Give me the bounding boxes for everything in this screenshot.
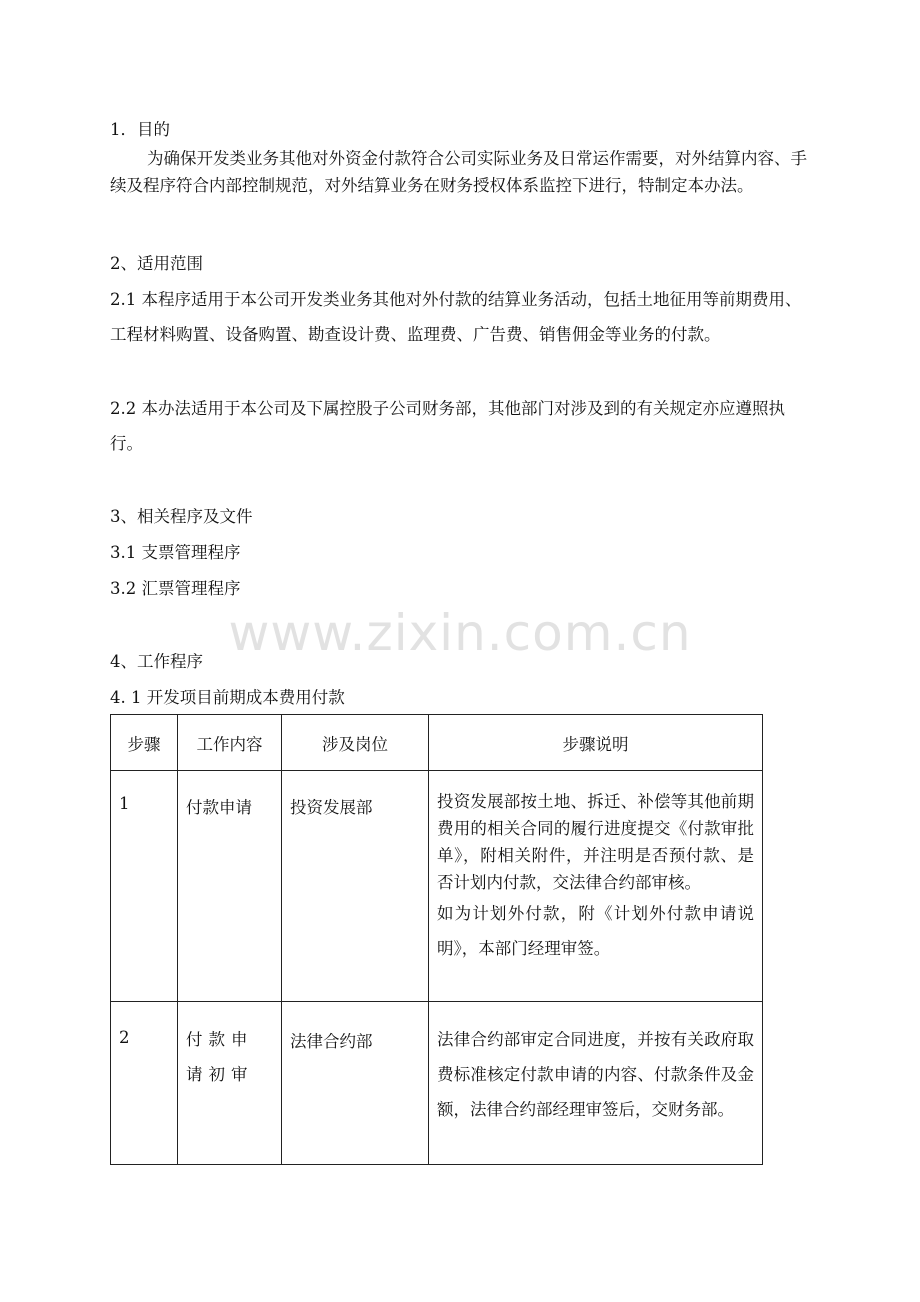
- row-2-description: 法律合约部审定合同进度，并按有关政府取费标准核定付款申请的内容、付款条件及金额，法律合约部经理审签后，交财务部。: [437, 1030, 754, 1119]
- scope-item-1: 2.1 本程序适用于本公司开发类业务其他对外付款的结算业务活动，包括土地征用等前期费用、工程材料购置、设备购置、勘查设计费、监理费、广告费、销售佣金等业务的付款。: [110, 290, 802, 344]
- table-cell: [111, 771, 178, 1002]
- table-cell: [178, 1002, 282, 1165]
- procedure-table: [110, 714, 763, 1165]
- table-header-row: [111, 715, 763, 771]
- table-cell: [178, 771, 282, 1002]
- row-1-step: 1: [119, 794, 130, 813]
- table-row: [111, 1002, 763, 1165]
- scope-item-2: 2.2 本办法适用于本公司及下属控股子公司财务部，其他部门对涉及到的有关规定亦应遵照执行。: [110, 399, 785, 453]
- row-1-description: 投资发展部按土地、拆迁、补偿等其他前期费用的相关合同的履行进度提交《付款审批单》，附相关附件，并注明是否预付款、是否计划内付款，交法律合约部审核。: [437, 792, 754, 892]
- table-cell: [282, 771, 429, 1002]
- table-cell: [111, 1002, 178, 1165]
- row-2-role: 法律合约部: [290, 1032, 373, 1051]
- procedure-heading: 4、工作程序: [110, 652, 203, 671]
- table-cell: [282, 1002, 429, 1165]
- row-1-role: 投资发展部: [290, 798, 373, 817]
- scope-heading: 2、适用范围: [110, 254, 203, 273]
- row-1-content: 付款申请: [186, 798, 252, 817]
- table-cell: [429, 1002, 763, 1165]
- row-2-content: 付款申请初审: [186, 1030, 254, 1084]
- related-item-1: 3.1 支票管理程序: [110, 543, 241, 562]
- row-1-description-note: 如为计划外付款，附《计划外付款申请说明》，本部门经理审签。: [437, 904, 754, 958]
- header-role: 涉及岗位: [282, 715, 429, 771]
- table-row: [111, 771, 763, 1002]
- table-cell: [429, 771, 763, 1002]
- purpose-body: 为确保开发类业务其他对外资金付款符合公司实际业务及日常运作需要，对外结算内容、手续及程序符合内部控制规范，对外结算业务在财务授权体系监控下进行，特制定本办法。: [110, 149, 807, 195]
- row-2-step: 2: [119, 1028, 130, 1047]
- header-content: 工作内容: [178, 715, 282, 771]
- procedure-subheading: 4. 1 开发项目前期成本费用付款: [110, 688, 345, 707]
- purpose-heading: 1．目的: [110, 120, 170, 139]
- related-item-2: 3.2 汇票管理程序: [110, 579, 241, 598]
- header-step: 步骤: [111, 715, 178, 771]
- header-description: 步骤说明: [429, 715, 763, 771]
- related-heading: 3、相关程序及文件: [110, 507, 253, 526]
- watermark: www.zixin.com.cn: [228, 604, 692, 662]
